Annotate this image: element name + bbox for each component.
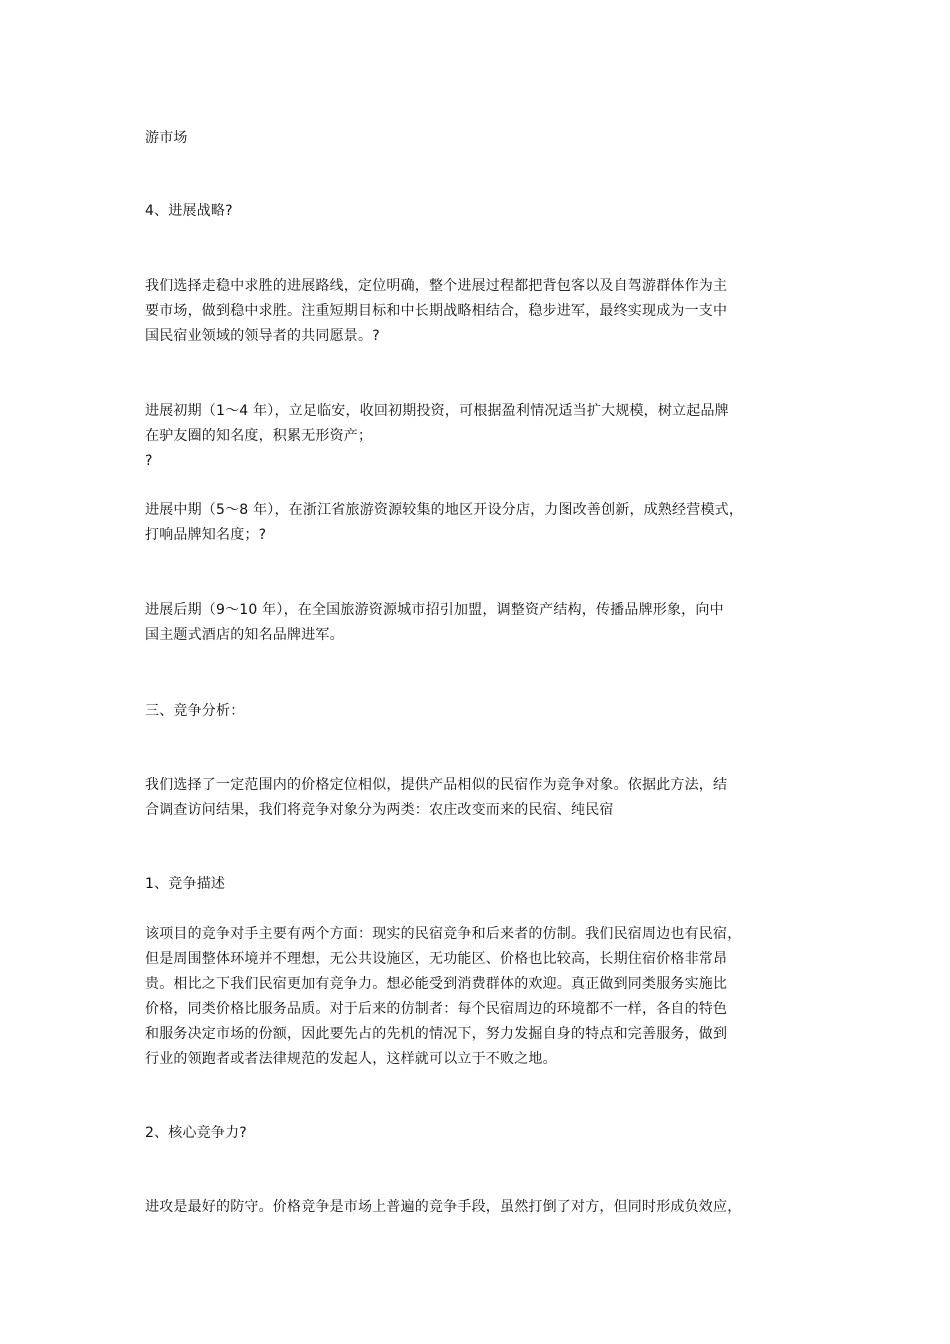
text-line: 行业的领跑者或者法律规范的发起人，这样就可以立于不败之地。 <box>145 1051 557 1067</box>
section-heading: 4、进展战略? <box>145 203 233 219</box>
text-line: 进展后期（9～10 年），在全国旅游资源城市招引加盟，调整资产结构，传播品牌形象，向中 <box>145 602 724 618</box>
text-line: 国主题式酒店的知名品牌进军。 <box>145 627 344 643</box>
text-line: 和服务决定市场的份额，因此要先占的先机的情况下，努力发掘自身的特点和完善服务，做到 <box>145 1026 728 1042</box>
section-heading: 1、竞争描述 <box>145 876 226 892</box>
text-line: 该项目的竞争对手主要有两个方面：现实的民宿竞争和后来者的仿制。我们民宿周边也有民宿， <box>145 926 742 942</box>
text-line: 国民宿业领域的领导者的共同愿景。? <box>145 328 380 344</box>
section-heading: 三、竞争分析： <box>145 703 245 719</box>
text-line: 合调查访问结果，我们将竞争对象分为两类：农庄改变而来的民宿、纯民宿 <box>145 802 614 818</box>
text-line: 在驴友圈的知名度，积累无形资产； <box>145 428 373 444</box>
text-line: 游市场 <box>145 130 188 146</box>
text-line: 打响品牌知名度；? <box>145 527 267 543</box>
text-line: 我们选择走稳中求胜的进展路线，定位明确，整个进展过程都把背包客以及自驾游群体作为主 <box>145 278 728 294</box>
text-line: 进展中期（5～8 年），在浙江省旅游资源较集的地区开设分店，力图改善创新，成熟经营模式， <box>145 502 744 518</box>
text-line: 贵。相比之下我们民宿更加有竞争力。想必能受到消费群体的欢迎。真正做到同类服务实施比 <box>145 976 728 992</box>
text-line: 要市场，做到稳中求胜。注重短期目标和中长期战略相结合，稳步进军，最终实现成为一支中 <box>145 303 728 319</box>
text-line: 我们选择了一定范围内的价格定位相似，提供产品相似的民宿作为竞争对象。依据此方法，结 <box>145 777 728 793</box>
section-heading: 2、核心竞争力? <box>145 1125 247 1141</box>
text-line: 进攻是最好的防守。价格竞争是市场上普遍的竞争手段，虽然打倒了对方，但同时形成负效应， <box>145 1199 742 1215</box>
text-line: 但是周围整体环境并不理想，无公共设施区，无功能区、价格也比较高，长期住宿价格非常昂 <box>145 951 728 967</box>
text-line: 进展初期（1～4 年），立足临安，收回初期投资，可根据盈利情况适当扩大规模，树立起品牌 <box>145 403 729 419</box>
text-line: ? <box>145 453 153 469</box>
text-line: 价格，同类价格比服务品质。对于后来的仿制者：每个民宿周边的环境都不一样，各自的特色 <box>145 1001 728 1017</box>
